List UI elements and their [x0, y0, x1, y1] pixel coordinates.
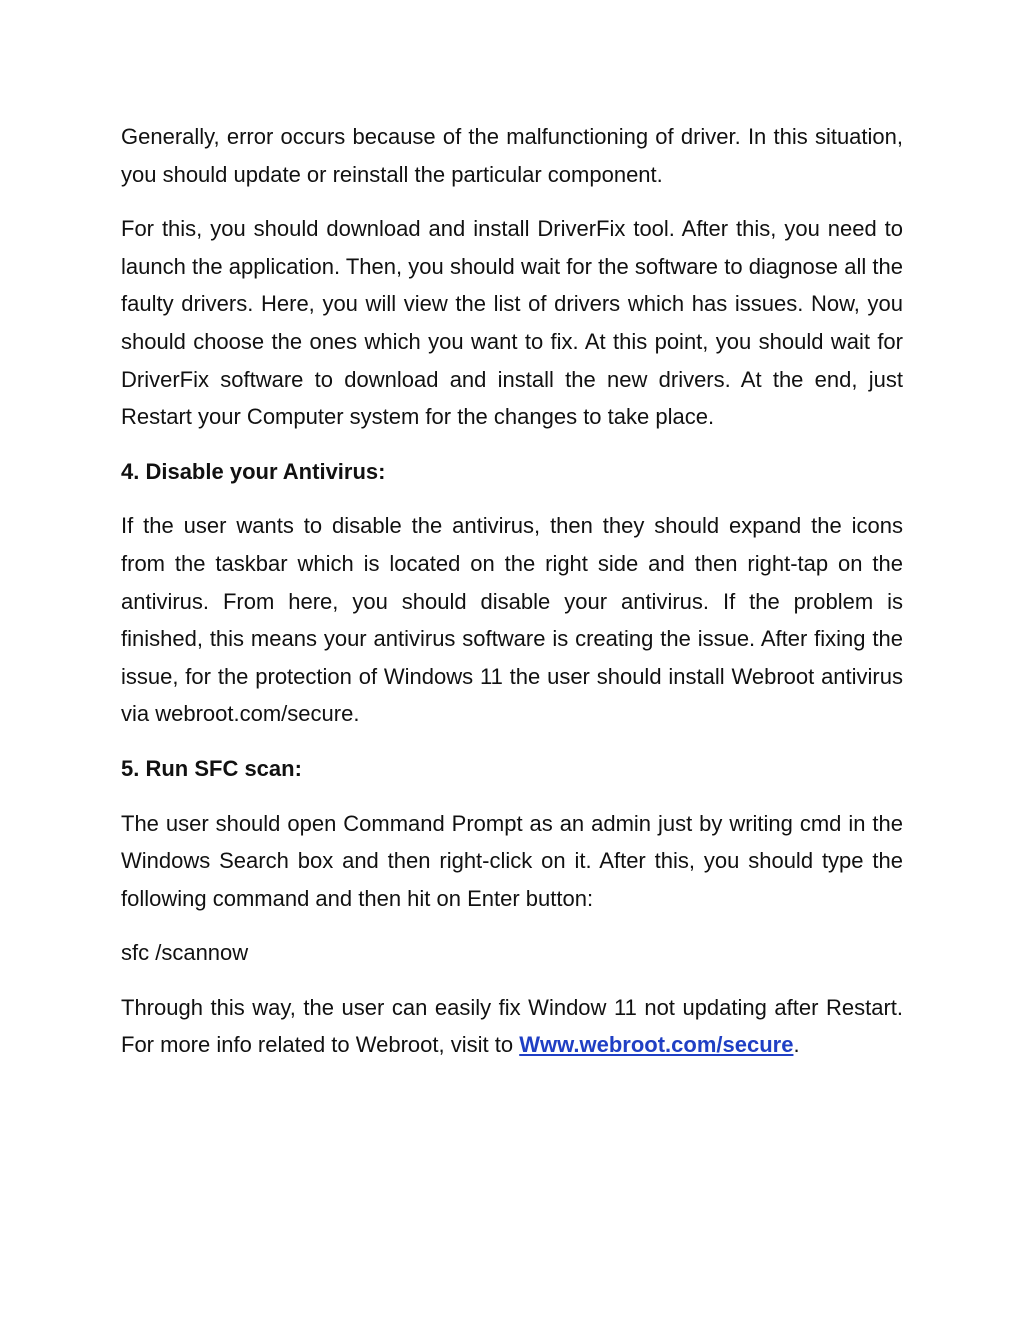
- paragraph-driverfix-steps: For this, you should download and install DriverFix tool. After this, you need to launch the application. Then, you should wait for the software to diagnose all the faulty drivers. Here, you will view the list of drivers which has issues. Now, you should choose the ones which you want to fix. At this point, you should wait for DriverFix software to download and install the new drivers. At the end, just Restart your Computer system for the changes to take place.: [121, 216, 903, 430]
- closing-text: Through this way, the user can easily fix Window 11 not updating after Restart. For more info related to Webroot, visit to: [121, 994, 903, 1058]
- paragraph-command-prompt: The user should open Command Prompt as an admin just by writing cmd in the Windows Search box and then right-click on it. After this, you should type the following command and then hit on Enter button:: [121, 810, 903, 911]
- paragraph-disable-antivirus: If the user wants to disable the antivirus, then they should expand the icons from the taskbar which is located on the right side and then right-tap on the antivirus. From here, you should disable your antivirus. If the problem is finished, this means your antivirus software is creating the issue. After fixing the issue, for the protection of Windows 11 the user should install Webroot antivirus via webroot.com/secure.: [121, 513, 903, 727]
- heading-run-sfc-scan: 5. Run SFC scan:: [121, 755, 302, 781]
- paragraph-driver-error: Generally, error occurs because of the malfunctioning of driver. In this situation, you should update or reinstall the particular component.: [121, 124, 903, 187]
- closing-period: .: [793, 1032, 800, 1058]
- document-page: [121, 118, 903, 1081]
- command-sfc-scannow: sfc /scannow: [121, 940, 249, 966]
- heading-disable-antivirus: 4. Disable your Antivirus:: [121, 458, 386, 484]
- paragraph-closing: [121, 989, 903, 1064]
- webroot-secure-link[interactable]: Www.webroot.com/secure: [519, 1032, 794, 1058]
